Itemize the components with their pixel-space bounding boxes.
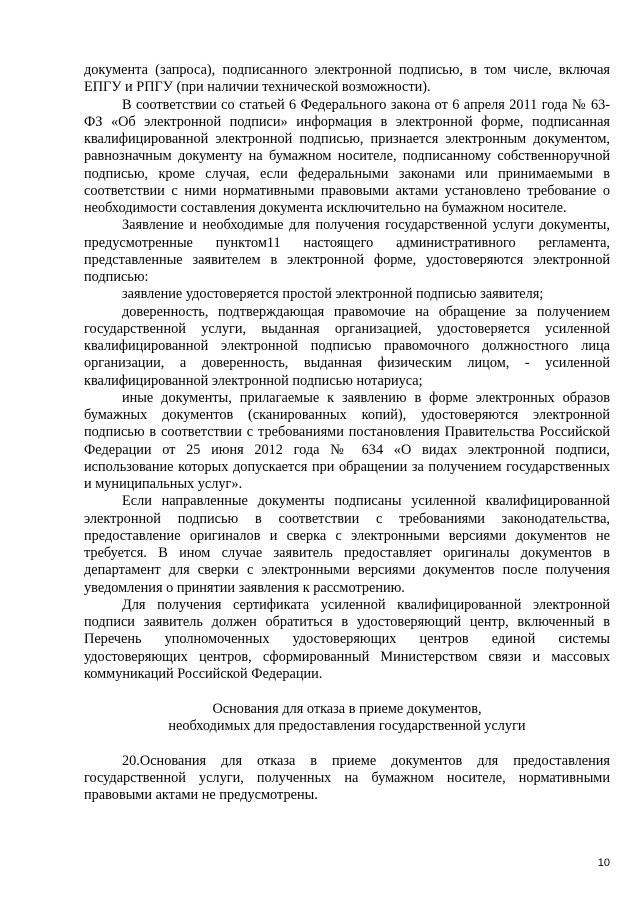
- paragraph-power-of-attorney: доверенность, подтверждающая правомочие на обращение за получением государственной услуги, выданная организацией, удостоверяется усиленной квалифицированной электронной подписью правомочного должностного лица организации, а доверенность, выданная физическим лицом, - усиленной квалифицированной электронной подписью нотариуса;: [84, 303, 610, 389]
- paragraph-certificate: Для получения сертификата усиленной квалифицированной электронной подписи заявитель должен обратиться в удостоверяющий центр, включенный в Перечень уполномоченных удостоверяющих центров единой системы удостоверяющих центров, сформированный Министерством связи и массовых коммуникаций Российской Федерации.: [84, 596, 610, 682]
- paragraph-continuation: документа (запроса), подписанного электронной подписью, в том числе, включая ЕПГУ и РПГУ (при наличии технической возможности).: [84, 62, 610, 96]
- paragraph-federal-law: В соответствии со статьей 6 Федерального закона от 6 апреля 2011 года № 63-ФЗ «Об электронной подписи» информация в электронной форме, подписанная квалифицированной электронной подписью, признается электронным документом, равнозначным документу на бумажном носителе, подписанному собственноручной подписью, кроме случая, если федеральными законами или принимаемыми в соответствии с ними нормативными правовыми актами установлено требование о необходимости составления документа исключительно на бумажном носителе.: [84, 96, 610, 216]
- section-heading-line-2: необходимых для предоставления государственной услуги: [168, 718, 526, 735]
- section-heading: [84, 701, 610, 736]
- paragraph-simple-signature: заявление удостоверяется простой электронной подписью заявителя;: [122, 286, 544, 303]
- paragraph-application-signature: Заявление и необходимые для получения государственной услуги документы, предусмотренные пунктом11 настоящего административного регламента, представленные заявителем в электронной форме, удостоверяются электронной подписью:: [84, 217, 610, 285]
- page-number: 10: [597, 857, 610, 869]
- paragraph-other-documents: иные документы, прилагаемые к заявлению в форме электронных образов бумажных документов (сканированных копий), удостоверяются электронной подписью в соответствии с требованиями постановления Правительства Российской Федерации от 25 июня 2012 года № 634 «О видах электронной подписи, использование которых допускается при обращении за получением государственных и муниципальных услуг».: [84, 389, 610, 492]
- document-body: [84, 62, 610, 804]
- paragraph-originals-check: Если направленные документы подписаны усиленной квалифицированной электронной подписью в соответствии с требованиями законодательства, предоставление оригиналов и сверка с электронными версиями документов не требуется. В ином случае заявитель предоставляет оригиналы документов в департамент для сверки с электронными версиями документов после получения уведомления о принятии заявления к рассмотрению.: [84, 493, 610, 596]
- section-heading-line-1: Основания для отказа в приеме документов,: [212, 701, 482, 717]
- paragraph-refusal-grounds: 20.Основания для отказа в приеме документов для предоставления государственной услуги, полученных на бумажном носителе, нормативными правовыми актами не предусмотрены.: [84, 752, 610, 803]
